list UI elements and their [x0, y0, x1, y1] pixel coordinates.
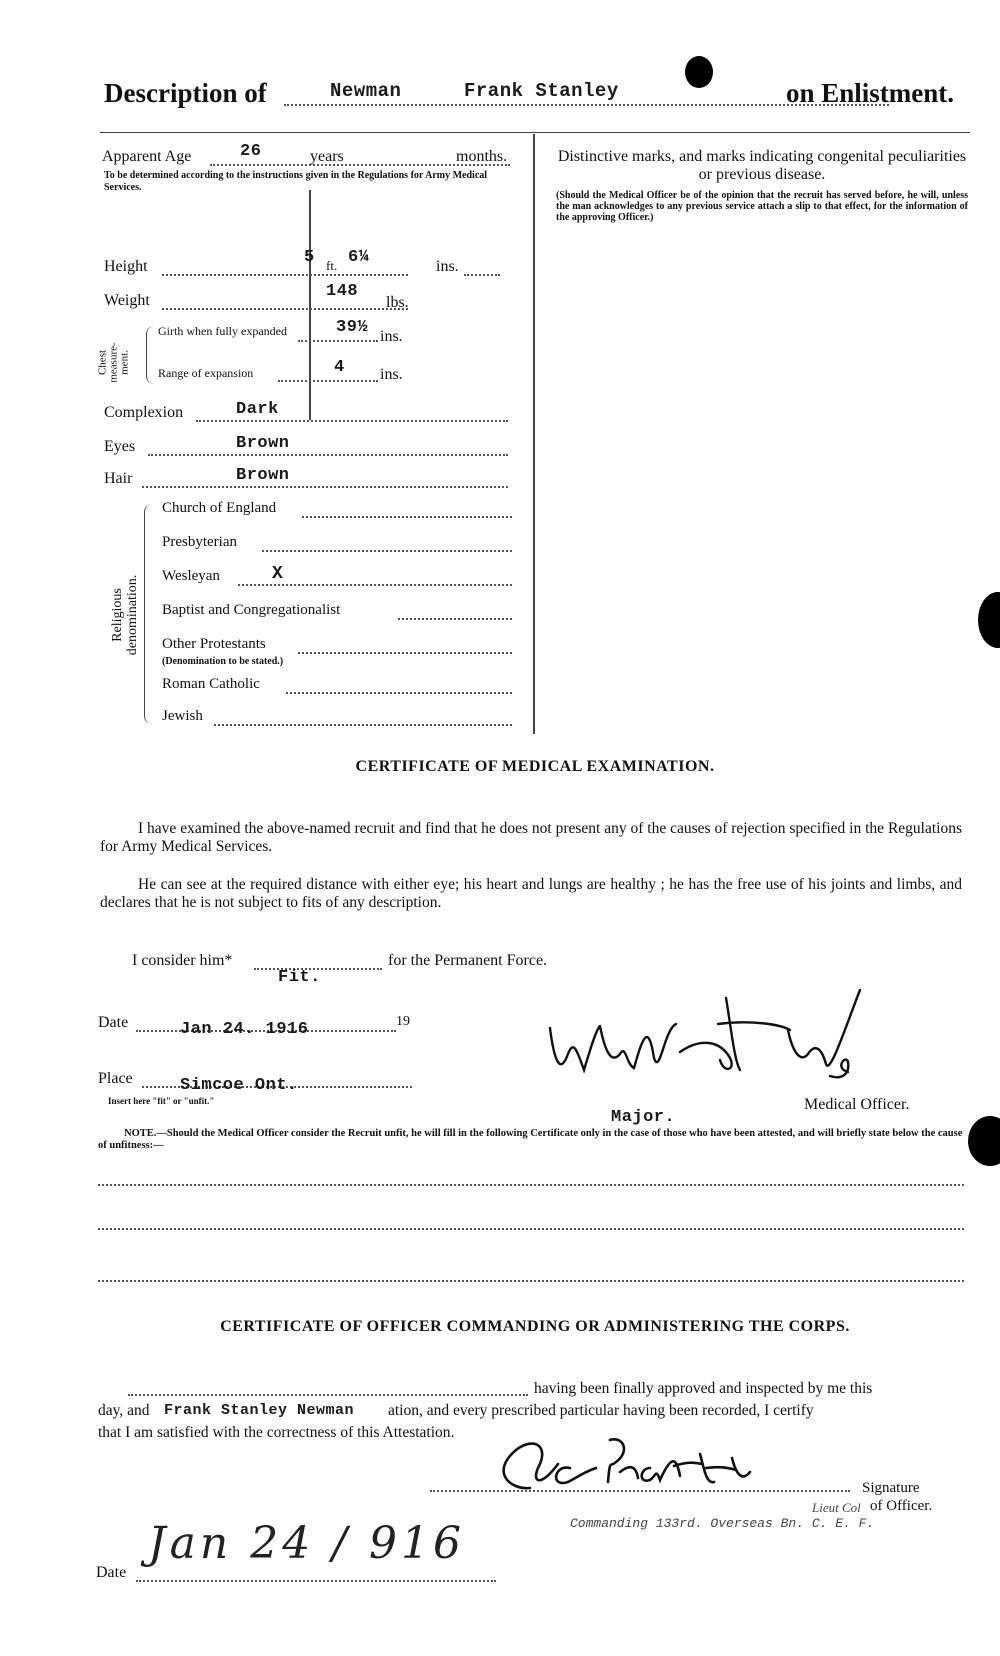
denomination-note: (Denomination to be stated.)	[162, 656, 284, 667]
years-label: years	[310, 148, 344, 165]
medical-date-value: Jan 24. 1916	[180, 1020, 309, 1039]
medical-paragraph-1: I have examined the above-named recruit and find that he does not present any of the causes of rejection specified in the Regulations for Army Medical Services.	[100, 820, 962, 855]
insert-note: Insert here "fit" or "unfit."	[108, 1096, 215, 1106]
height-in-value: 6¼	[348, 248, 370, 267]
corps-line-1-text: having been finally approved and inspected by me this	[534, 1380, 873, 1397]
distinctive-marks-title: Distinctive marks, and marks indicating congenital peculiarities or previous disease.	[557, 148, 967, 183]
commanding-officer-signature	[480, 1428, 810, 1508]
religion-item	[162, 676, 512, 700]
medical-place-row	[98, 1070, 428, 1110]
age-label: Apparent Age	[102, 148, 192, 165]
medical-rank: Major.	[611, 1108, 676, 1127]
command-stamp: Commanding 133rd. Overseas Bn. C. E. F.	[570, 1516, 875, 1531]
header-suffix: on Enlistment.	[786, 78, 955, 108]
header-prefix: Description of	[104, 78, 267, 108]
girth-label: Girth when fully expanded	[158, 324, 287, 338]
religion-item-label: Other Protestants	[162, 636, 266, 652]
hair-label: Hair	[104, 470, 133, 487]
corps-date-value: Jan 24 / 916	[148, 1518, 465, 1569]
unfit-line	[98, 1228, 964, 1230]
corps-line-2-suffix: ation, and every prescribed particular having been recorded, I certify	[388, 1402, 814, 1419]
weight-label: Weight	[104, 292, 150, 309]
medical-officer-signature	[530, 980, 910, 1100]
range-unit: ins.	[380, 366, 403, 383]
age-value: 26	[240, 142, 262, 161]
corps-line-3: that I am satisfied with the correctness of this Attestation.	[98, 1424, 455, 1441]
corps-recruit-name: Frank Stanley Newman	[164, 1402, 355, 1419]
consider-suffix: for the Permanent Force.	[388, 952, 548, 969]
religion-item	[162, 564, 512, 592]
year-prefix: 19	[396, 1014, 410, 1029]
religion-item	[162, 534, 512, 558]
consider-label: I consider him*	[132, 952, 233, 969]
height-ft-value: 5	[304, 248, 315, 267]
religion-item-label: Wesleyan	[162, 568, 220, 584]
lbs-label: lbs.	[386, 294, 409, 311]
corps-certificate-title: CERTIFICATE OF OFFICER COMMANDING OR ADMINISTERING THE CORPS.	[220, 1318, 850, 1335]
religion-item-label: Presbyterian	[162, 534, 237, 550]
ft-label: ft.	[326, 258, 338, 273]
medical-officer-label: Medical Officer.	[804, 1096, 910, 1113]
ins-label: ins.	[436, 258, 459, 275]
medical-place-label: Place	[98, 1070, 133, 1087]
distinctive-marks-note: (Should the Medical Officer be of the opinion that the recruit has served before, he will, unless the man acknowledges to any previous service attach a slip to that effect, for the information of the approving Officer.)	[556, 190, 968, 223]
range-label: Range of expansion	[158, 366, 254, 380]
unfit-line	[98, 1280, 964, 1282]
punch-hole	[978, 592, 1000, 648]
complexion-label: Complexion	[104, 404, 184, 421]
religion-item-label: Baptist and Congregationalist	[162, 602, 341, 618]
religion-section	[96, 500, 526, 730]
medical-paragraph-2: He can see at the required distance with either eye; his heart and lungs are healthy ; he has the free use of his joints and limbs, and declares that he is not subject to fits of any description.	[100, 876, 962, 911]
corps-line-2-prefix: day, and	[98, 1402, 150, 1419]
punch-hole	[968, 1116, 1000, 1166]
religion-item	[162, 708, 512, 732]
girth-unit: ins.	[380, 328, 403, 345]
range-value: 4	[334, 358, 345, 377]
chest-section	[98, 320, 518, 390]
medical-certificate-title: CERTIFICATE OF MEDICAL EXAMINATION.	[355, 758, 715, 775]
girth-value: 39½	[336, 318, 369, 337]
unfit-note: NOTE.—Should the Medical Officer consider the Recruit unfit, he will fill in the following Certificate only in the case of those who have been attested, and will briefly state below the cause of unfitness:—	[98, 1128, 963, 1151]
height-label: Height	[104, 258, 148, 275]
corps-line-2	[98, 1402, 964, 1424]
religion-item-label: Church of England	[162, 500, 277, 516]
religion-item-label: Jewish	[162, 708, 203, 724]
complexion-value: Dark	[236, 400, 279, 419]
weight-value: 148	[326, 282, 359, 301]
surname: Newman	[330, 80, 402, 102]
page-header	[104, 76, 974, 116]
religion-item	[162, 602, 512, 626]
age-note: To be determined according to the instructions given in the Regulations for Army Medical Services.	[104, 170, 488, 193]
eyes-label: Eyes	[104, 438, 136, 455]
corps-line-1	[98, 1380, 964, 1402]
unfit-line	[98, 1184, 964, 1186]
religion-mark: X	[272, 564, 284, 584]
religion-label: Religious denomination.	[110, 574, 140, 656]
religion-item	[162, 636, 512, 672]
medical-place-value: Simcoe Ont.	[180, 1076, 298, 1095]
religion-item	[162, 500, 512, 524]
given-names: Frank Stanley	[464, 80, 619, 102]
months-label: months.	[456, 148, 508, 165]
hair-value: Brown	[236, 466, 290, 485]
eyes-value: Brown	[236, 434, 290, 453]
signature-label: Signature	[862, 1480, 920, 1496]
of-officer-label: of Officer.	[870, 1498, 933, 1514]
medical-date-label: Date	[98, 1014, 129, 1031]
chest-label: Chest measure-ment.	[96, 342, 131, 383]
fit-value: Fit.	[278, 968, 321, 987]
rank-stamp: Lieut Col	[812, 1500, 861, 1515]
religion-item-label: Roman Catholic	[162, 676, 260, 692]
medical-date-row	[98, 1014, 428, 1044]
corps-date-row	[96, 1518, 556, 1620]
corps-date-label: Date	[96, 1564, 127, 1581]
